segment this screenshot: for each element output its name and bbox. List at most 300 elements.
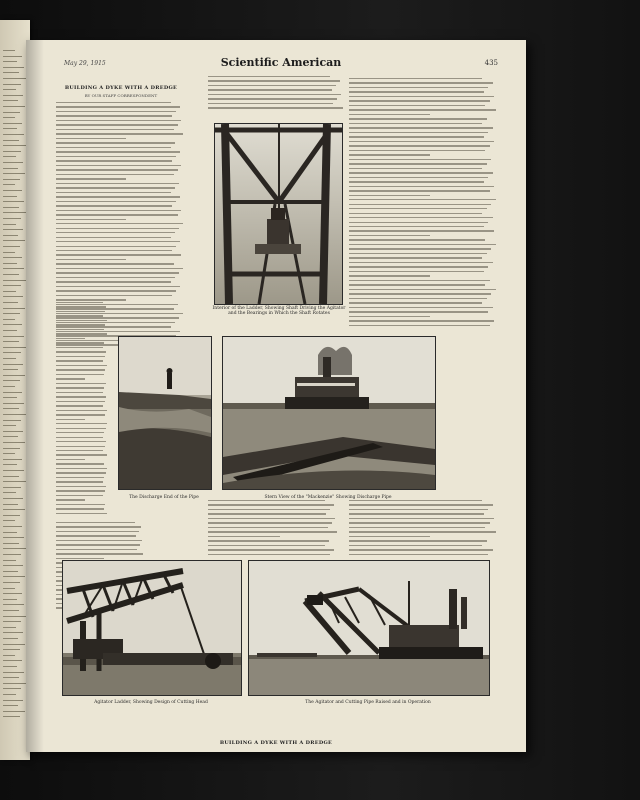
text-line [56,387,104,388]
text-line [56,151,180,152]
previous-page-text-line [3,268,24,269]
text-line [208,504,334,505]
text-line [56,254,181,255]
previous-page-text-line [3,487,21,488]
previous-page-text-line [3,694,16,695]
text-line [56,369,105,370]
text-line [56,268,183,269]
previous-page-text-line [3,229,23,230]
text-line [56,454,107,455]
previous-page-text-line [3,588,15,589]
photo-stern-view [222,336,436,490]
previous-page-text-line [3,162,23,163]
text-line [349,109,496,110]
text-line [56,286,180,287]
previous-page-text-line [3,369,18,370]
photo-ladder-interior [214,123,343,305]
text-line [56,106,180,107]
text-line [349,195,430,196]
previous-page-text-line [3,319,15,320]
previous-page-text-line [3,716,20,717]
text-line [56,306,106,307]
text-line [56,333,107,334]
text-line [56,522,135,523]
text-line [349,527,485,528]
text-line [56,120,181,121]
page-header [64,56,498,72]
text-line [56,459,85,460]
text-line [349,504,493,505]
previous-page-text-line [3,240,25,241]
text-line [349,549,493,550]
text-line [349,320,494,321]
text-line [56,219,126,220]
previous-page-text-line [3,179,20,180]
text-line [56,472,106,473]
text-line [56,526,141,527]
previous-page-text-line [3,403,24,404]
previous-page-text-line [3,683,26,684]
text-line [349,289,496,290]
previous-page-text-line [3,638,18,639]
text-line [208,85,336,86]
previous-page-text-line [3,358,16,359]
text-line [349,217,493,218]
text-column-3-bottom [349,500,497,560]
previous-page-text-line [3,291,16,292]
text-line [349,509,488,510]
text-line [56,196,180,197]
previous-page-text-line [3,705,18,706]
text-line [208,98,337,99]
text-line [56,468,107,469]
text-line [349,141,494,142]
previous-page-text-line [3,128,17,129]
text-line [349,545,482,546]
previous-page-text-line [3,207,19,208]
previous-page-text-line [3,476,19,477]
text-line [349,181,484,182]
previous-page-text-line [3,140,19,141]
previous-page-text-line [3,257,22,258]
text-line [56,450,103,451]
text-line [349,222,488,223]
previous-page-text-line [3,347,26,348]
text-line [208,522,332,523]
photo-agitator-ladder [62,560,242,696]
text-line [208,554,330,555]
text-line [56,223,183,224]
text-line [349,208,487,209]
previous-page-text-line [3,532,17,533]
text-line [349,522,490,523]
text-line [349,132,488,133]
text-line [349,96,494,97]
photo-discharge-end [118,336,212,490]
caption-stern-view: Stern View of the "Mackenzie" Showing Discharge Pipe [264,495,392,500]
previous-page-text-line [3,285,21,286]
text-line [56,165,181,166]
text-line [56,205,172,206]
text-line [349,172,493,173]
text-line [56,302,103,303]
previous-page-text-line [3,212,26,213]
previous-page-text-line [3,677,19,678]
previous-page-text-line [3,50,15,51]
text-line [56,237,171,238]
text-line [349,226,484,227]
text-line [56,428,106,429]
previous-page-text-line [3,252,15,253]
previous-page-text-line [3,504,18,505]
text-line [349,230,494,231]
text-line [349,163,487,164]
text-line [56,392,103,393]
previous-page-text-line [3,604,24,605]
previous-page-text-line [3,78,26,79]
text-line [349,154,430,155]
text-line [349,118,487,119]
text-line [56,241,180,242]
text-line [56,277,175,278]
text-line [56,374,104,375]
text-line [56,259,126,260]
previous-page-text-line [3,700,23,701]
text-line [349,78,482,79]
previous-page-text-line [3,616,26,617]
text-line [208,107,343,108]
text-line [208,509,330,510]
previous-page-text-line [3,61,17,62]
text-line [56,133,183,134]
previous-page-text-line [3,649,20,650]
text-line [56,544,140,545]
text-line [56,490,105,491]
text-line [56,531,139,532]
previous-page-text-line [3,509,25,510]
previous-page-text-line [3,56,22,57]
previous-page-text-line [3,655,15,656]
previous-page-text-line [3,196,17,197]
text-line [56,414,105,415]
previous-page-text-line [3,448,20,449]
text-line [349,531,496,532]
text-line [56,553,143,554]
text-line [349,168,482,169]
text-line [56,169,178,170]
text-line [56,410,107,411]
text-line [56,540,142,541]
previous-page-text-line [3,168,18,169]
previous-page-text-line [3,571,18,572]
text-line [349,253,487,254]
text-line [56,432,104,433]
previous-page-text-line [3,235,18,236]
previous-page-text-line [3,554,21,555]
text-line [56,486,106,487]
previous-page-text-line [3,106,25,107]
previous-page-text-line [3,464,17,465]
previous-page-text-line [3,565,23,566]
previous-page-text-line [3,436,18,437]
text-line [56,315,103,316]
text-line [56,360,103,361]
previous-page-text-line [3,386,15,387]
text-line [349,271,484,272]
text-line [208,531,337,532]
previous-page-text-line [3,442,25,443]
text-line [56,338,85,339]
text-line [349,554,488,555]
previous-page-text-line [3,666,17,667]
text-line [349,513,484,514]
text-line [56,246,176,247]
text-line [56,419,85,420]
text-line [349,127,493,128]
text-line [56,295,172,296]
text-line [208,89,332,90]
previous-page-text-line [3,408,19,409]
text-line [349,540,487,541]
text-line [349,302,482,303]
text-line [56,115,172,116]
text-line [349,262,493,263]
issue-date: May 29, 1915 [64,60,106,67]
text-line [349,177,488,178]
article-byline: BY OUR STAFF CORRESPONDENT [84,93,158,98]
previous-page-text-line [3,431,23,432]
previous-page-text-line [3,72,19,73]
previous-page-text-line [3,201,24,202]
footer-title: BUILDING A DYKE WITH A DREDGE [219,740,333,746]
previous-page-text-line [3,112,20,113]
text-line [349,248,491,249]
text-line [349,213,482,214]
previous-page-text-line [3,100,18,101]
text-line [56,142,175,143]
text-column-3 [349,78,497,333]
text-line [56,129,174,130]
previous-page-text-line [3,492,16,493]
text-line [56,324,105,325]
text-column-2-top [208,76,344,116]
text-line [349,518,494,519]
text-line [349,311,488,312]
previous-page-text-line [3,280,26,281]
text-line [349,145,490,146]
text-line [56,342,104,343]
text-line [56,174,174,175]
text-line [56,147,171,148]
previous-page-text-line [3,632,23,633]
text-line [56,124,178,125]
previous-page-text-line [3,156,16,157]
text-line [56,263,174,264]
previous-page-text-line [3,330,17,331]
previous-page-text-line [3,89,16,90]
previous-page-text-line [3,380,20,381]
previous-page-text-line [3,352,21,353]
text-line [208,540,329,541]
text-line [349,159,491,160]
text-line [56,311,105,312]
text-line [349,275,430,276]
previous-page-text-line [3,375,25,376]
text-line [56,232,175,233]
text-line [208,518,335,519]
previous-page-text-line [3,688,21,689]
previous-page-text-line [3,420,21,421]
text-line [56,347,103,348]
text-line [56,401,105,402]
text-line [56,320,107,321]
previous-page-text-line [3,543,19,544]
text-line [56,210,181,211]
text-line [349,82,493,83]
text-line [349,325,490,326]
previous-page-text-line [3,459,22,460]
previous-page-text-line [3,470,24,471]
previous-page-text-line [3,515,20,516]
previous-page-text-line [3,218,21,219]
text-line [349,235,430,236]
text-line [208,76,330,77]
previous-page-text-line [3,599,17,600]
previous-page-text-line [3,364,23,365]
text-line [56,356,105,357]
text-line [56,495,103,496]
text-line [56,183,179,184]
previous-page-text-line [3,576,25,577]
text-line [56,463,104,464]
text-line [349,87,488,88]
text-line [56,290,176,291]
text-line [349,114,430,115]
previous-page-text-line [3,498,23,499]
text-line [56,423,107,424]
previous-page-text-line [3,246,20,247]
previous-page-text-line [3,711,25,712]
text-line [56,513,107,514]
text-line [349,136,484,137]
article-heading [56,85,186,98]
text-line [349,105,485,106]
previous-page-text-line [3,526,22,527]
caption-agitator-ladder: Agitator Ladder, Showing Design of Cutting Head [94,700,208,705]
text-line [56,228,179,229]
previous-page-text-line [3,184,15,185]
text-line [56,504,105,505]
previous-page-text-line [3,224,16,225]
previous-page-text-line [3,117,15,118]
text-line [56,102,171,103]
text-line [349,500,482,501]
previous-page-text-line [3,336,24,337]
text-line [56,499,85,500]
text-line [208,500,325,501]
text-line [56,508,104,509]
text-line [56,437,103,438]
previous-page-text-line [3,302,18,303]
previous-page-text-line [3,313,20,314]
page-gutter-shadow [26,40,44,752]
text-line [56,160,172,161]
previous-page-text-line [3,414,26,415]
text-line [349,91,484,92]
previous-page-text-line [3,145,26,146]
text-line [56,111,176,112]
previous-page-text-line [3,660,22,661]
previous-page-text-line [3,324,22,325]
text-line [56,272,179,273]
text-line [56,214,178,215]
text-line [56,187,175,188]
caption-discharge-end: The Discharge End of the Pipe [129,495,199,500]
text-column-1-lower [56,302,108,522]
text-line [56,405,103,406]
page-number: 435 [484,59,498,67]
previous-page-text-line [3,627,16,628]
previous-page-text-line [3,263,17,264]
text-line [56,192,171,193]
previous-page-text-line [3,173,25,174]
text-line [349,307,493,308]
caption-ladder-interior: Interior of the Ladder, Showing Shaft Driving the Agitator and the Bearings in Which the Shaft Rotates [212,306,346,316]
text-line [208,103,333,104]
previous-page-text-line [3,560,16,561]
previous-page-text-line [3,520,15,521]
previous-page-text-line [3,453,15,454]
text-line [56,481,103,482]
previous-page-text-line [3,425,16,426]
previous-page-text-line [3,644,25,645]
text-line [56,446,105,447]
text-line [56,383,106,384]
previous-page-text-line [3,672,24,673]
previous-page-text-line [3,296,23,297]
text-column-2-bottom [208,500,338,560]
previous-page-text-line [3,593,22,594]
previous-page-text-line [3,610,19,611]
previous-page-text-line [3,274,19,275]
text-line [349,316,430,317]
caption-agitator-raised: The Agitator and Cutting Pipe Raised and in Operation [305,700,431,705]
text-line [349,204,491,205]
previous-page-text-line [3,134,24,135]
text-line [349,123,482,124]
text-line [56,365,107,366]
text-line [56,138,126,139]
previous-page-text-line [3,481,26,482]
previous-page-text-line [3,308,25,309]
text-line [56,351,106,352]
text-line [56,549,137,550]
article-title: BUILDING A DYKE WITH A DREDGE [64,85,178,91]
text-line [349,100,490,101]
text-line [349,280,490,281]
previous-page-text-line [3,67,24,68]
text-line [349,150,485,151]
text-line [208,80,340,81]
text-line [349,266,488,267]
previous-page-text-line [3,190,22,191]
text-line [349,293,491,294]
previous-page-text-line [3,84,21,85]
text-line [349,298,487,299]
text-line [56,535,136,536]
previous-page-text-line [3,548,26,549]
text-line [56,156,176,157]
